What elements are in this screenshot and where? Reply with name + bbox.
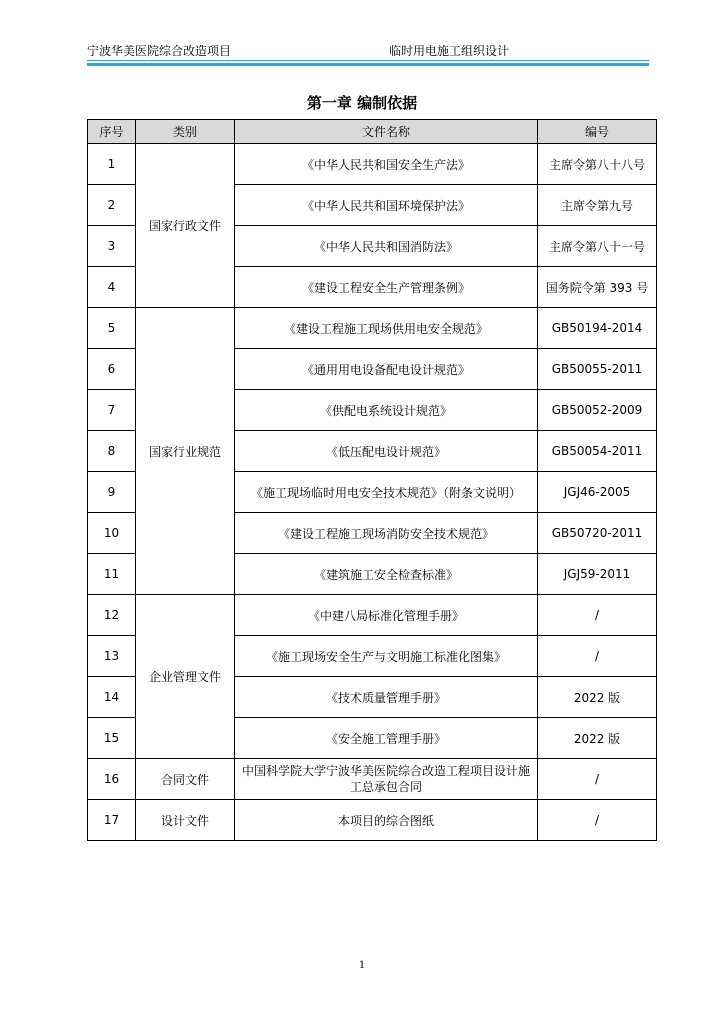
row-number: 7 <box>88 390 136 431</box>
header-rule-thin <box>87 60 649 61</box>
document-name: 本项目的综合图纸 <box>235 800 538 841</box>
document-code: / <box>538 636 657 677</box>
document-code: 主席令第九号 <box>538 185 657 226</box>
row-number: 6 <box>88 349 136 390</box>
document-name: 《通用用电设备配电设计规范》 <box>235 349 538 390</box>
table-row <box>88 144 657 185</box>
document-name: 《中华人民共和国安全生产法》 <box>235 144 538 185</box>
table-row <box>88 800 657 841</box>
document-name: 《中华人民共和国环境保护法》 <box>235 185 538 226</box>
row-number: 12 <box>88 595 136 636</box>
document-code: 主席令第八十八号 <box>538 144 657 185</box>
column-header-code: 编号 <box>538 120 657 144</box>
table-row <box>88 308 657 349</box>
document-code: / <box>538 800 657 841</box>
document-code: GB50720-2011 <box>538 513 657 554</box>
table-header-row <box>88 120 657 144</box>
document-name: 《施工现场安全生产与文明施工标准化图集》 <box>235 636 538 677</box>
row-number: 11 <box>88 554 136 595</box>
row-number: 5 <box>88 308 136 349</box>
document-code: GB50052-2009 <box>538 390 657 431</box>
page-number: 1 <box>358 960 366 971</box>
document-name: 《建设工程施工现场消防安全技术规范》 <box>235 513 538 554</box>
document-code: 主席令第八十一号 <box>538 226 657 267</box>
column-header-no: 序号 <box>88 120 136 144</box>
document-code: 国务院令第 393 号 <box>538 267 657 308</box>
row-number: 16 <box>88 759 136 800</box>
document-name: 《建设工程安全生产管理条例》 <box>235 267 538 308</box>
document-name: 《建设工程施工现场供用电安全规范》 <box>235 308 538 349</box>
row-number: 2 <box>88 185 136 226</box>
document-code: JGJ46-2005 <box>538 472 657 513</box>
document-name: 《建筑施工安全检查标准》 <box>235 554 538 595</box>
document-code: GB50054-2011 <box>538 431 657 472</box>
document-name: 《中建八局标准化管理手册》 <box>235 595 538 636</box>
row-number: 15 <box>88 718 136 759</box>
document-name: 《技术质量管理手册》 <box>235 677 538 718</box>
document-code: GB50055-2011 <box>538 349 657 390</box>
row-number: 9 <box>88 472 136 513</box>
category-cell: 合同文件 <box>136 759 235 800</box>
category-cell: 设计文件 <box>136 800 235 841</box>
document-name: 《安全施工管理手册》 <box>235 718 538 759</box>
row-number: 13 <box>88 636 136 677</box>
document-code: / <box>538 595 657 636</box>
row-number: 3 <box>88 226 136 267</box>
row-number: 10 <box>88 513 136 554</box>
basis-documents-table <box>87 119 657 841</box>
row-number: 8 <box>88 431 136 472</box>
chapter-title: 第一章 编制依据 <box>306 94 418 112</box>
table-row <box>88 759 657 800</box>
document-code: 2022 版 <box>538 677 657 718</box>
column-header-category: 类别 <box>136 120 235 144</box>
document-name: 《低压配电设计规范》 <box>235 431 538 472</box>
category-cell: 国家行业规范 <box>136 308 235 595</box>
header-rule-thick <box>87 63 649 66</box>
document-code: GB50194-2014 <box>538 308 657 349</box>
document-name: 《中华人民共和国消防法》 <box>235 226 538 267</box>
document-name: 中国科学院大学宁波华美医院综合改造工程项目设计施工总承包合同 <box>235 759 538 800</box>
header-project-name: 宁波华美医院综合改造项目 <box>87 44 232 58</box>
document-code: / <box>538 759 657 800</box>
document-code: JGJ59-2011 <box>538 554 657 595</box>
document-name: 《施工现场临时用电安全技术规范》（附条文说明） <box>235 472 538 513</box>
row-number: 1 <box>88 144 136 185</box>
document-name: 《供配电系统设计规范》 <box>235 390 538 431</box>
header-document-title: 临时用电施工组织设计 <box>389 44 510 58</box>
row-number: 14 <box>88 677 136 718</box>
category-cell: 企业管理文件 <box>136 595 235 759</box>
column-header-name: 文件名称 <box>235 120 538 144</box>
table-row <box>88 595 657 636</box>
row-number: 4 <box>88 267 136 308</box>
row-number: 17 <box>88 800 136 841</box>
page-header <box>87 40 649 58</box>
document-code: 2022 版 <box>538 718 657 759</box>
category-cell: 国家行政文件 <box>136 144 235 308</box>
